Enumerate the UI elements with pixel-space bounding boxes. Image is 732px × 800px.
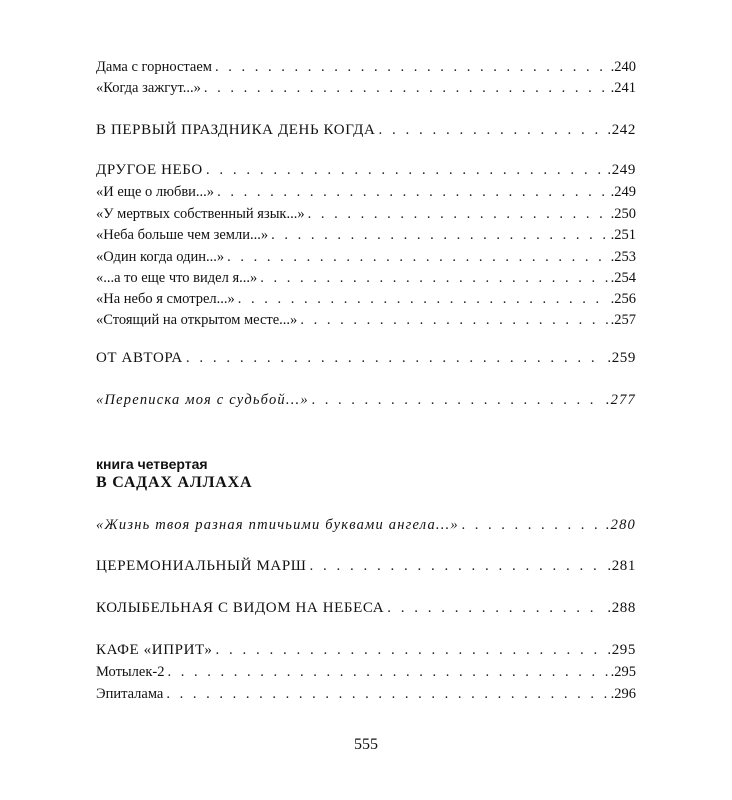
toc-entry-title: Дама с горностаем [96,59,212,75]
dot-leader [227,248,607,266]
toc-entry-page: .251 [610,227,636,243]
toc-entry-page: .241 [610,80,636,96]
dot-leader [215,641,604,659]
toc-entry-page: .280 [605,517,636,533]
dot-leader [206,161,605,179]
dot-leader [300,311,607,329]
toc-entry-title: КОЛЫБЕЛЬНАЯ С ВИДОМ НА НЕБЕСА [96,600,385,616]
toc-entry-page: .295 [607,642,636,658]
toc-entry-page: .240 [610,59,636,75]
toc-entry [96,663,636,681]
toc-entry-page: .259 [607,350,636,366]
toc-entry-page: .253 [610,249,636,265]
toc-entry-page: .242 [607,122,636,138]
toc-entry-title: Мотылек-2 [96,664,165,680]
toc-section [96,599,636,617]
toc-entry-page: .249 [610,184,636,200]
toc-entry-title: «Неба больше чем земли...» [96,227,269,243]
toc-entry-title: «...а то еще что видел я...» [96,270,258,286]
dot-leader [378,121,604,139]
dot-leader [312,391,603,409]
toc-entry-title: ОТ АВТОРА [96,350,183,366]
toc-entry [96,269,636,287]
dot-leader [260,269,607,287]
toc-section [96,121,636,139]
toc-entry-page: .296 [610,686,636,702]
page-number: 555 [354,736,378,753]
toc-entry-title: «И еще о любви...» [96,184,215,200]
book-label: книга четвертая [96,456,208,472]
toc-entry [96,79,636,97]
toc-entry-title: В ПЕРВЫЙ ПРАЗДНИКА ДЕНЬ КОГДА [96,122,376,138]
toc-entry-page: .281 [607,558,636,574]
toc-entry [96,248,636,266]
toc-entry [96,58,636,76]
toc-section [96,557,636,575]
dot-leader [215,58,608,76]
toc-entry-page: .250 [610,206,636,222]
dot-leader [204,79,608,97]
toc-entry-page: .254 [610,270,636,286]
toc-entry-title: «Жизнь твоя разная птичьими буквами ангела...» [96,517,459,533]
dot-leader [308,205,608,223]
toc-entry-title: «У мертвых собственный язык...» [96,206,305,222]
toc-entry [96,290,636,308]
dot-leader [271,226,608,244]
toc-entry-page: .288 [607,600,636,616]
dot-leader [238,290,608,308]
toc-entry-page: .257 [610,312,636,328]
toc-entry-title: Эпиталама [96,686,164,702]
toc-entry-page: .256 [610,291,636,307]
book-title: В САДАХ АЛЛАХА [96,474,253,491]
dot-leader [310,557,605,575]
dot-leader [387,599,604,617]
toc-entry-title: «Переписка моя с судьбой...» [96,392,309,408]
dot-leader [166,685,607,703]
toc-entry-title: «На небо я смотрел...» [96,291,235,307]
toc-entry-page: .277 [605,392,636,408]
toc-entry [96,685,636,703]
dot-leader [167,663,607,681]
dot-leader [186,349,605,367]
toc-entry [96,205,636,223]
dot-leader [217,183,608,201]
toc-entry-title: «Один когда один...» [96,249,225,265]
toc-entry-italic [96,516,636,534]
toc-section [96,641,636,659]
toc-entry-title: ЦЕРЕМОНИАЛЬНЫЙ МАРШ [96,558,307,574]
toc-entry-title: КАФЕ «ИПРИТ» [96,642,213,658]
toc-entry-page: .249 [607,162,636,178]
toc-section [96,161,636,179]
toc-entry-title: «Стоящий на открытом месте...» [96,312,298,328]
toc-entry-italic [96,391,636,409]
toc-entry-title: «Когда зажгут...» [96,80,201,96]
toc-section [96,349,636,367]
toc-entry-title: ДРУГОЕ НЕБО [96,162,203,178]
toc-entry [96,311,636,329]
dot-leader [462,516,603,534]
toc-entry [96,183,636,201]
toc-entry [96,226,636,244]
toc-entry-page: .295 [610,664,636,680]
